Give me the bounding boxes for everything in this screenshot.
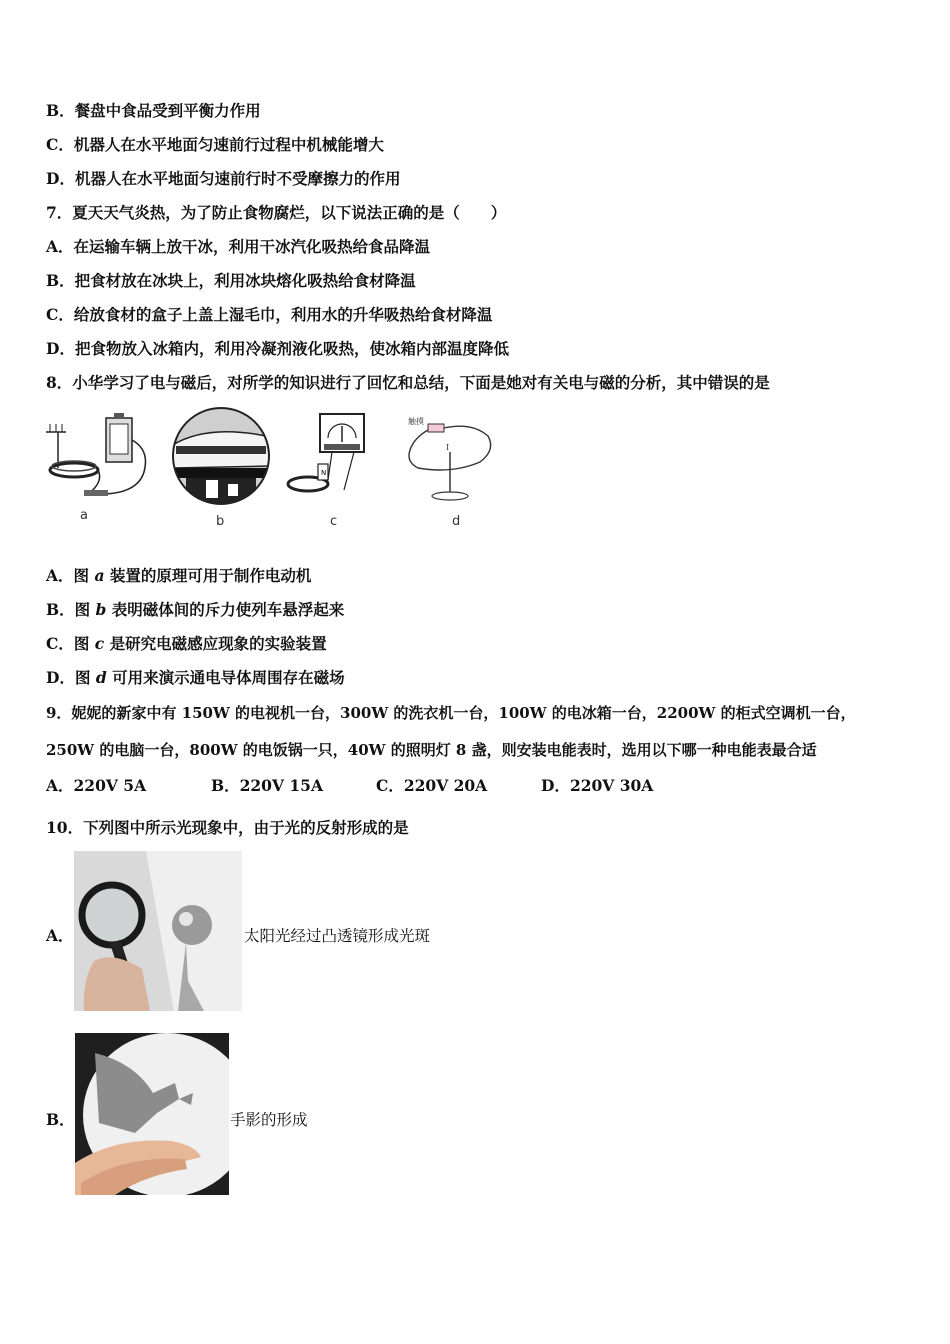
svg-text:I: I bbox=[446, 443, 450, 452]
q7-option-a: A．在运输车辆上放干冰，利用干冰汽化吸热给食品降温 bbox=[46, 237, 431, 256]
figure-b-label: b bbox=[216, 514, 225, 529]
q9-option-d: D．220V 30A bbox=[541, 776, 654, 795]
q7-stem: 7．夏天天气炎热，为了防止食物腐烂，以下说法正确的是（ ） bbox=[46, 203, 507, 222]
figure-c bbox=[284, 412, 376, 504]
q8-option-a bbox=[46, 566, 311, 586]
q8-option-b-var: b bbox=[95, 600, 107, 619]
figure-d-note: 触摸 bbox=[408, 417, 424, 426]
q10-stem: 10．下列图中所示光现象中，由于光的反射形成的是 bbox=[46, 818, 409, 837]
q8-option-a-text: 装置的原理可用于制作电动机 bbox=[104, 566, 312, 585]
q7-option-d: D．把食物放入冰箱内，利用冷凝剂液化吸热，使冰箱内部温度降低 bbox=[46, 339, 509, 358]
q8-option-a-prefix: A．图 bbox=[46, 566, 95, 585]
q10-option-a-label: A． bbox=[46, 926, 74, 945]
q9-stem-line1: 9．妮妮的新家中有 150W 的电视机一台，300W 的洗衣机一台，100W 的电冰箱一台，2200W 的柜式空调机一台， bbox=[46, 704, 856, 722]
q6-option-c: C．机器人在水平地面匀速前行过程中机械能增大 bbox=[46, 135, 384, 154]
q8-option-c bbox=[46, 634, 327, 654]
q9-option-c: C．220V 20A bbox=[376, 776, 488, 795]
hand-shadow-photo bbox=[75, 1033, 229, 1195]
q8-option-b-text: 表明磁体间的斥力使列车悬浮起来 bbox=[106, 600, 345, 619]
q9-option-a: A．220V 5A bbox=[46, 776, 147, 795]
figure-b bbox=[166, 406, 276, 506]
q8-option-c-var: c bbox=[94, 634, 105, 653]
q6-option-b: B．餐盘中食品受到平衡力作用 bbox=[46, 101, 261, 120]
magnifier-photo bbox=[74, 851, 242, 1011]
q7-option-c: C．给放食材的盒子上盖上湿毛巾，利用水的升华吸热给食材降温 bbox=[46, 305, 493, 324]
q7-option-b: B．把食材放在冰块上，利用冰块熔化吸热给食材降温 bbox=[46, 271, 416, 290]
figure-a bbox=[44, 410, 156, 500]
figure-a-label: a bbox=[80, 508, 88, 523]
q8-option-b-prefix: B．图 bbox=[46, 600, 96, 619]
q9-stem-line2: 250W 的电脑一台，800W 的电饭锅一只，40W 的照明灯 8 盏，则安装电能表时，选用以下哪一种电能表最合适 bbox=[46, 741, 817, 759]
q10-option-b-text: 手影的形成 bbox=[230, 1111, 308, 1129]
q9-option-b: B．220V 15A bbox=[211, 776, 323, 795]
figure-d bbox=[402, 412, 502, 512]
q8-stem: 8．小华学习了电与磁后，对所学的知识进行了回忆和总结，下面是她对有关电与磁的分析，其中错误的是 bbox=[46, 373, 770, 392]
q8-option-c-text: 是研究电磁感应现象的实验装置 bbox=[104, 634, 327, 653]
q10-option-b-label: B． bbox=[46, 1110, 75, 1129]
svg-text:N: N bbox=[321, 469, 327, 477]
q8-option-b bbox=[46, 600, 344, 620]
q8-option-d-text: 可用来演示通电导体周围存在磁场 bbox=[106, 668, 345, 687]
figure-d-label: d bbox=[452, 514, 461, 529]
q8-option-d bbox=[46, 668, 345, 688]
q6-option-d: D．机器人在水平地面匀速前行时不受摩擦力的作用 bbox=[46, 169, 401, 188]
figure-c-label: c bbox=[330, 514, 338, 529]
q8-option-d-var: d bbox=[95, 668, 107, 687]
q10-option-a-text: 太阳光经过凸透镜形成光斑 bbox=[244, 927, 431, 945]
q8-option-c-prefix: C．图 bbox=[46, 634, 95, 653]
q8-option-d-prefix: D．图 bbox=[46, 668, 96, 687]
q8-option-a-var: a bbox=[94, 566, 105, 585]
